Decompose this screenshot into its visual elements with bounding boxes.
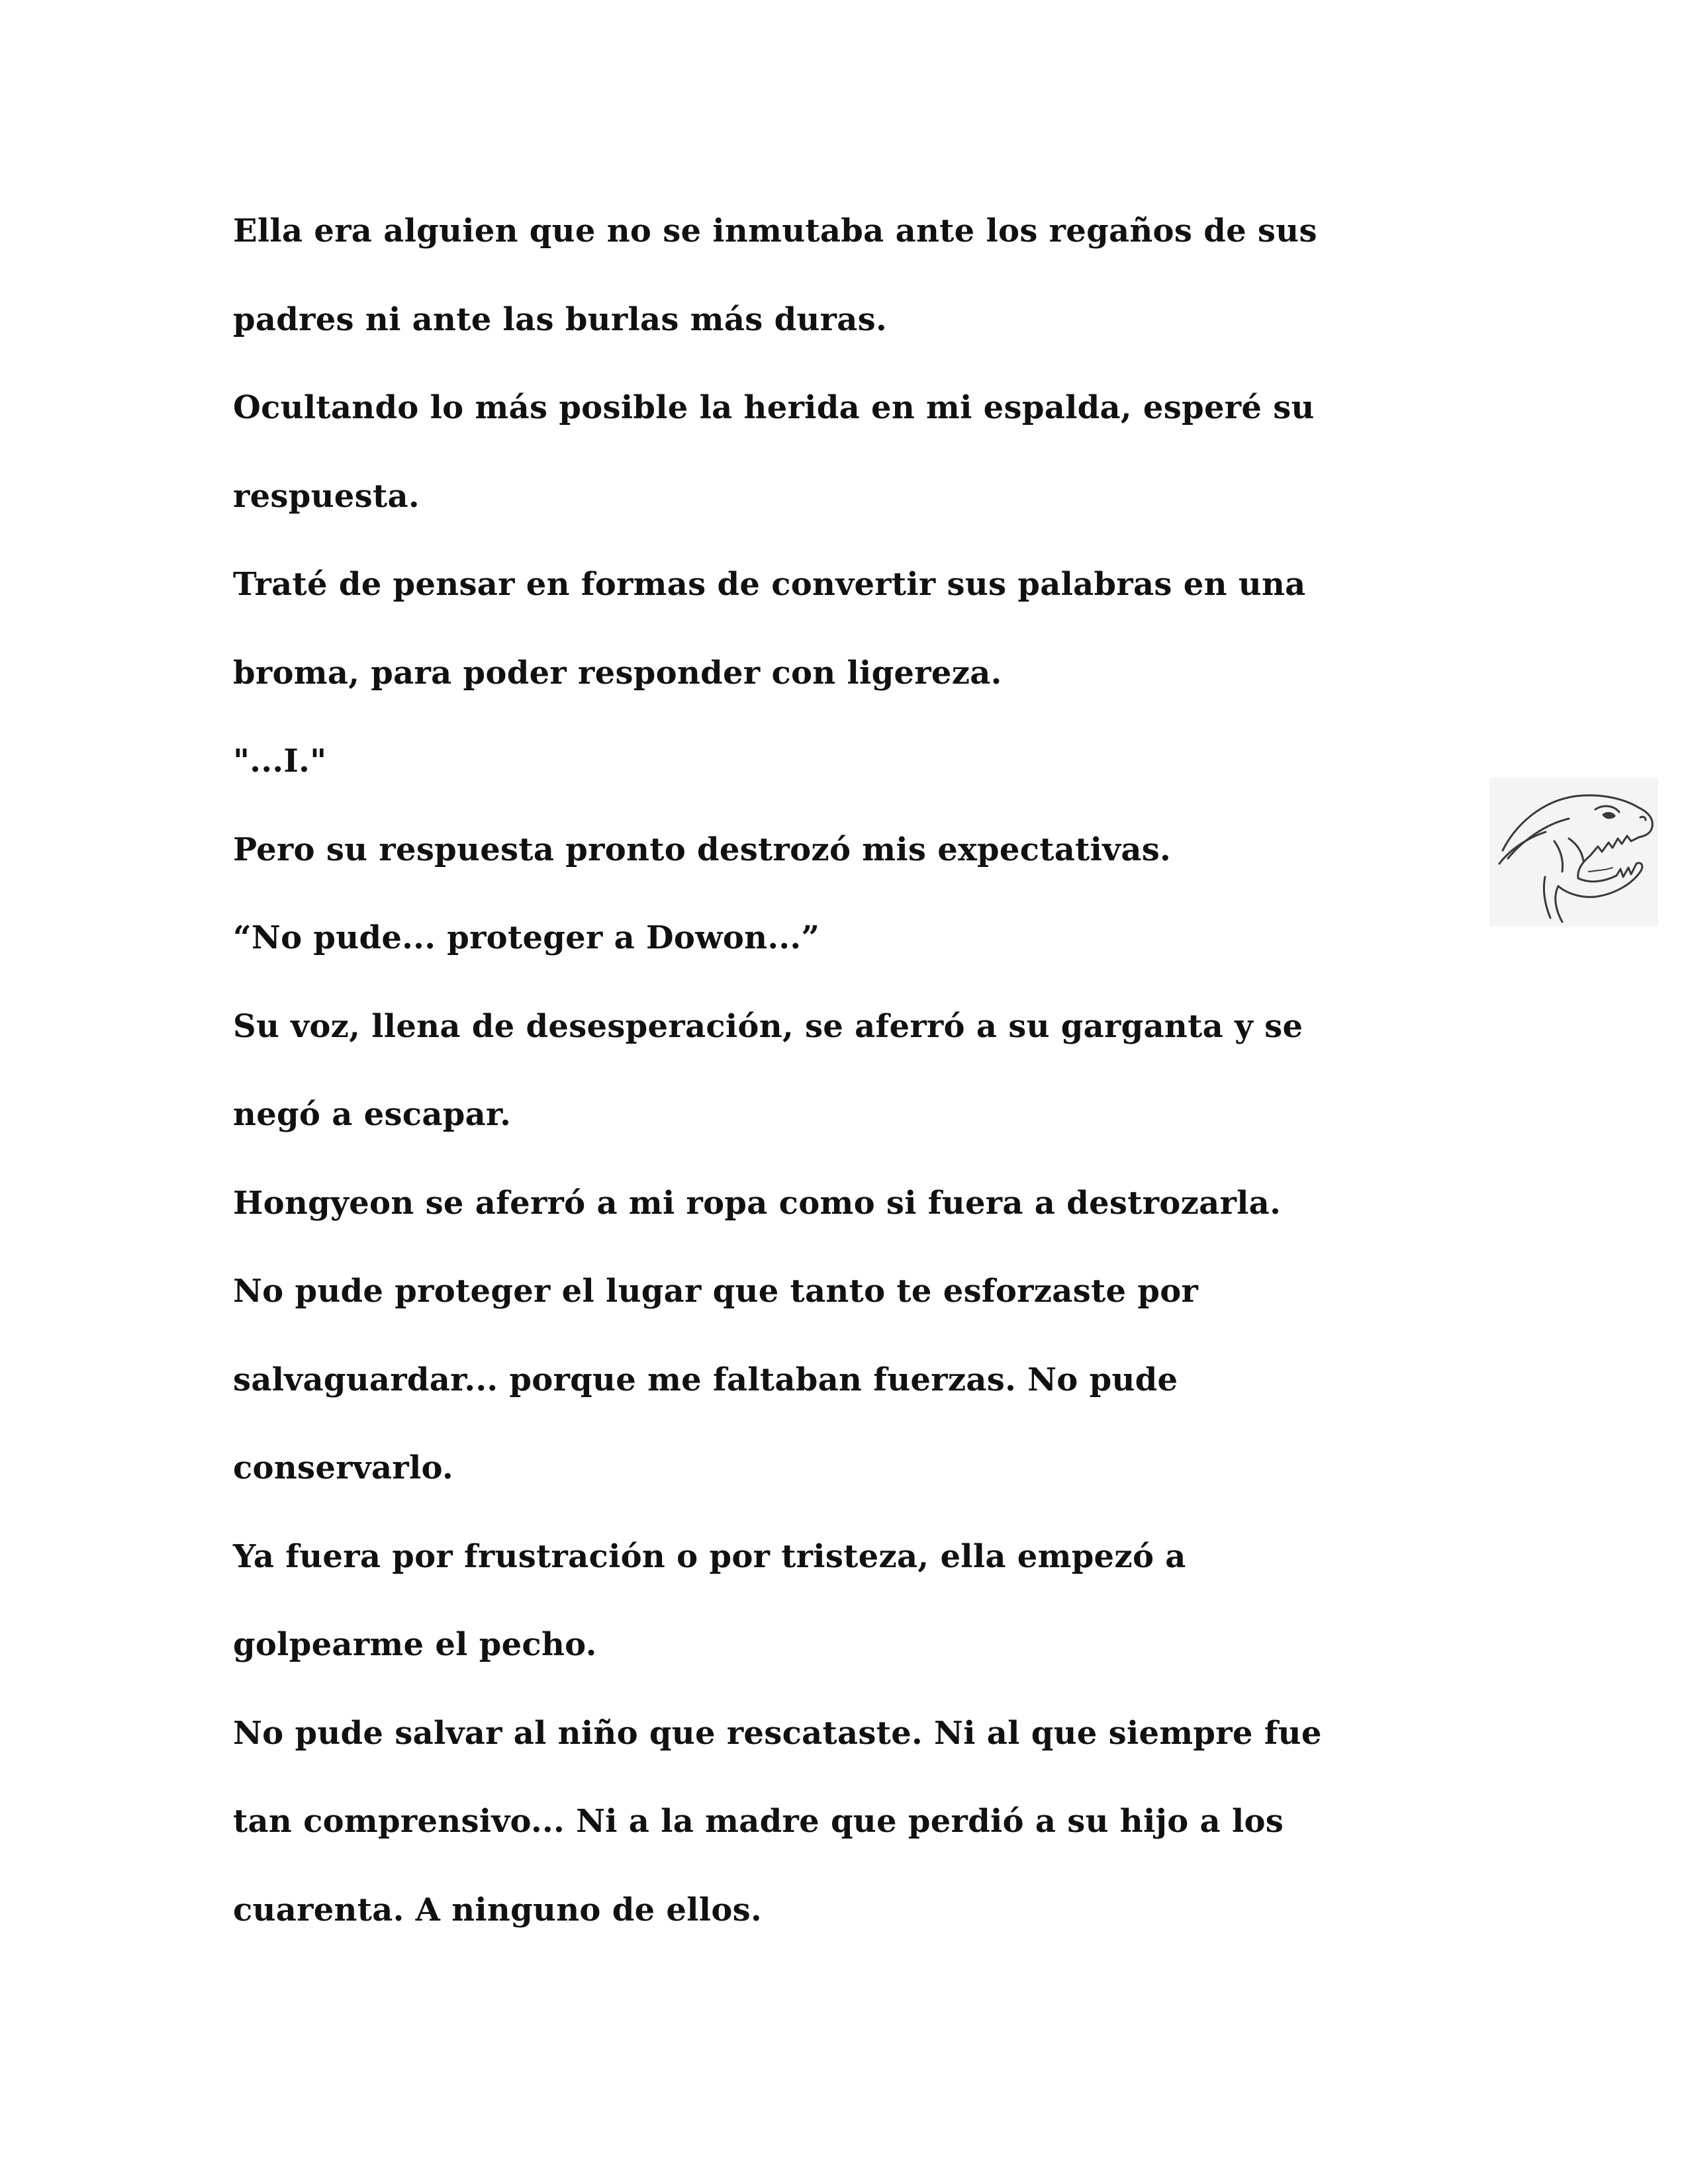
text-line: “No pude... proteger a Dowon...” [233, 919, 820, 956]
text-line: Traté de pensar en formas de convertir sus palabras en una [233, 566, 1306, 603]
text-line: tan comprensivo... Ni a la madre que perdió a su hijo a los [233, 1803, 1284, 1840]
dinosaur-head-icon [1489, 778, 1658, 927]
body-text [233, 187, 1438, 1954]
text-line: Ya fuera por frustración o por tristeza, ella empezó a [233, 1537, 1186, 1575]
text-line: respuesta. [233, 477, 420, 515]
text-line: No pude proteger el lugar que tanto te esforzaste por [233, 1273, 1199, 1310]
text-line: Su voz, llena de desesperación, se aferró a su garganta y se [233, 1007, 1303, 1045]
text-line: No pude salvar al niño que rescataste. Ni al que siempre fue [233, 1714, 1322, 1752]
text-line: negó a escapar. [233, 1096, 512, 1133]
text-line: salvaguardar... porque me faltaban fuerzas. No pude [233, 1361, 1178, 1398]
text-line: Hongyeon se aferró a mi ropa como si fuera a destrozarla. [233, 1184, 1282, 1222]
text-line: cuarenta. A ninguno de ellos. [233, 1891, 762, 1929]
text-line: Ocultando lo más posible la herida en mi espalda, esperé su [233, 389, 1315, 426]
text-line: Ella era alguien que no se inmutaba ante los regaños de sus [233, 212, 1317, 250]
text-line: "...I." [233, 743, 327, 780]
text-line: broma, para poder responder con ligereza. [233, 654, 1002, 692]
text-line: golpearme el pecho. [233, 1626, 597, 1663]
text-line: padres ni ante las burlas más duras. [233, 300, 887, 338]
text-line: Pero su respuesta pronto destrozó mis expectativas. [233, 831, 1172, 868]
text-line: conservarlo. [233, 1449, 453, 1486]
